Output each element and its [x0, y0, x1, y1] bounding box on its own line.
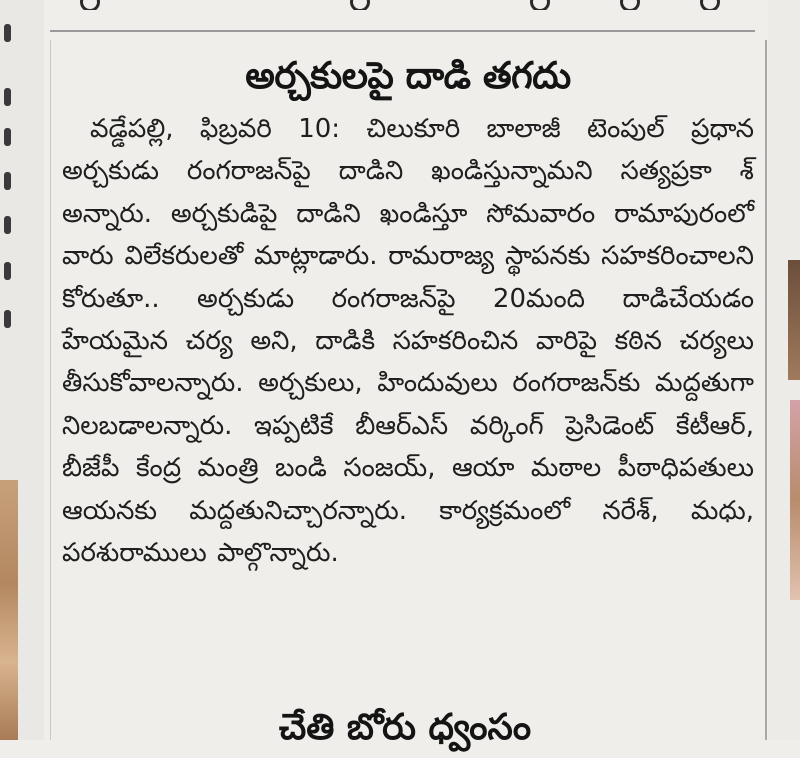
next-column-fragment	[768, 0, 800, 740]
news-article	[58, 48, 758, 574]
text-fragment	[4, 216, 11, 234]
article-body	[58, 108, 758, 574]
text-fragment	[4, 88, 11, 106]
article-body-text: వడ్డేపల్లి, ఫిబ్రవరి 10: చిలుకూరి బాలాజీ టెంపుల్ ప్రధాన అర్చకుడు రంగరాజన్‌పై దాడిని ఖండిస్తున్నామని సత్యప్రకా శ్ అన్నారు. అర్చకుడిపై దాడిని ఖండిస్తూ సోమవారం రామాపురంలో వారు విలేకరులతో మాట్లాడారు. రామరాజ్య స్థాపనకు సహకరించాలని కోరుతూ.. అర్చకుడు రంగరాజన్‌పై 20మంది దాడిచేయడం హేయమైన చర్య అని, దాడికి సహకరించిన వారిపై కఠిన చర్యలు తీసుకోవాలన్నారు. అర్చకులు, హిందువులు రంగరాజన్‌కు మద్దతుగా నిలబడాలన్నారు. ఇప్పటికే బీఆర్ఎస్ వర్కింగ్ ప్రెసిడెంట్ కేటీఆర్, బీజేపీ కేంద్ర మంత్రి బండి సంజయ్, ఆయా మఠాల పీఠాధిపతులు ఆయనకు మద్దతునిచ్చారన్నారు. కార్యక్రమంలో నరేశ్, మధు, పరశురాములు పాల్గొన్నారు.	[62, 114, 754, 569]
column-divider-left	[50, 40, 51, 740]
next-article-headline: చేతి బోరు ధ్వంసం	[278, 707, 532, 748]
previous-column-fragment	[0, 0, 44, 740]
next-column-photo	[790, 400, 800, 600]
text-fragment	[4, 172, 11, 190]
text-fragment	[4, 128, 11, 146]
next-column-photo	[788, 260, 800, 380]
text-fragment	[4, 24, 11, 42]
previous-column-photo	[0, 480, 18, 740]
text-fragment	[4, 262, 11, 280]
text-fragment	[4, 310, 11, 328]
column-divider-right	[765, 40, 767, 740]
article-headline: అర్చకులపై దాడి తగదు	[245, 54, 571, 97]
previous-article-residue	[60, 0, 750, 10]
section-divider	[50, 30, 755, 32]
